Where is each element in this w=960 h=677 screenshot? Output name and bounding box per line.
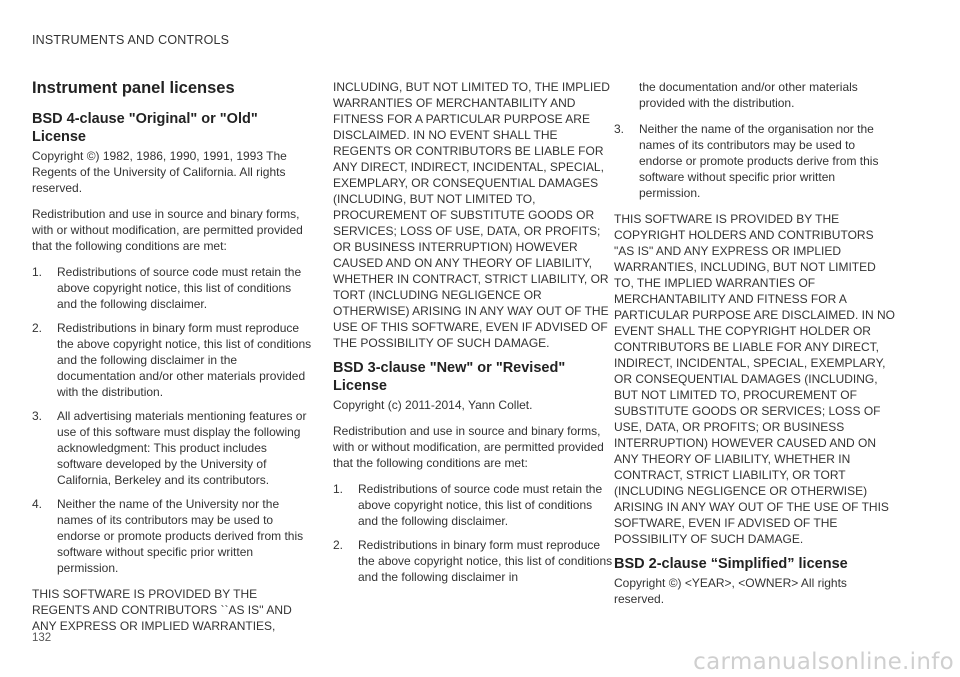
bsd4-copyright: Copyright ©) 1982, 1986, 1990, 1991, 1993 The Regents of the University of California. All rights reserved. xyxy=(32,149,287,195)
list-item-number: 3. xyxy=(614,122,625,136)
bsd3-heading: BSD 3-clause "New" or "Revised" License xyxy=(333,360,566,394)
bsd4-disclaimer-start: THIS SOFTWARE IS PROVIDED BY THE REGENTS AND CONTRIBUTORS ``AS IS'' AND ANY EXPRESS OR IMPLIED WARRANTIES, xyxy=(32,587,292,633)
bsd4-heading: BSD 4-clause "Original" or "Old" License xyxy=(32,111,258,145)
list-item xyxy=(333,537,615,585)
list-item xyxy=(32,264,314,312)
list-item-number: 2. xyxy=(333,538,344,552)
page-number: 132 xyxy=(32,632,52,644)
bsd4-intro: Redistribution and use in source and binary forms, with or without modification, are permitted provided that the following conditions are met: xyxy=(32,207,303,253)
list-item-text: Redistributions in binary form must reproduce the above copyright notice, this list of conditions and the following disclaimer in xyxy=(358,538,613,584)
watermark: carmanualsonline.info xyxy=(693,649,954,675)
bsd3-conditions-list xyxy=(333,481,615,585)
list-item-text: Neither the name of the University nor the names of its contributors may be used to endorse or promote products derived from this software without specific prior written permission. xyxy=(57,497,304,575)
list-item-text: Redistributions of source code must retain the above copyright notice, this list of conditions and the following disclaimer. xyxy=(358,482,603,528)
page-title: Instrument panel licenses xyxy=(32,79,235,97)
list-item xyxy=(32,496,314,576)
list-item xyxy=(32,320,314,400)
list-item-number: 2. xyxy=(32,321,43,335)
list-item-number: 1. xyxy=(32,265,43,279)
list-item-number: 3. xyxy=(32,409,43,423)
column-2 xyxy=(333,79,615,595)
list-item xyxy=(614,121,896,201)
bsd2-heading: BSD 2-clause “Simplified” license xyxy=(614,556,848,572)
list-item-number: 4. xyxy=(32,497,43,511)
bsd4-disclaimer-continued: INCLUDING, BUT NOT LIMITED TO, THE IMPLIED WARRANTIES OF MERCHANTABILITY AND FITNESS FOR A PARTICULAR PURPOSE ARE DISCLAIMED. IN NO EVENT SHALL THE REGENTS OR CONTRIBUTORS BE LIABLE FOR ANY DIRECT, INDIRECT, INCIDENTAL, SPECIAL, EXEMPLARY, OR CONSEQUENTIAL DAMAGES (INCLUDING, BUT NOT LIMITED TO, PROCUREMENT OF SUBSTITUTE GOODS OR SERVICES; LOSS OF USE, DATA, OR PROFITS; OR BUSINESS INTERRUPTION) HOWEVER CAUSED AND ON ANY THEORY OF LIABILITY, WHETHER IN CONTRACT, STRICT LIABILITY, OR TORT (INCLUDING NEGLIGENCE OR OTHERWISE) ARISING IN ANY WAY OUT OF THE USE OF THIS SOFTWARE, EVEN IF ADVISED OF THE POSSIBILITY OF SUCH DAMAGE. xyxy=(333,80,610,350)
bsd3-item2-continued: the documentation and/or other materials provided with the distribution. xyxy=(639,80,858,110)
list-item xyxy=(32,408,314,488)
bsd3-disclaimer: THIS SOFTWARE IS PROVIDED BY THE COPYRIGHT HOLDERS AND CONTRIBUTORS "AS IS" AND ANY EXPRESS OR IMPLIED WARRANTIES, INCLUDING, BUT NOT LIMITED TO, THE IMPLIED WARRANTIES OF MERCHANTABILITY AND FITNESS FOR A PARTICULAR PURPOSE ARE DISCLAIMED. IN NO EVENT SHALL THE COPYRIGHT HOLDER OR CONTRIBUTORS BE LIABLE FOR ANY DIRECT, INDIRECT, INCIDENTAL, SPECIAL, EXEMPLARY, OR CONSEQUENTIAL DAMAGES (INCLUDING, BUT NOT LIMITED TO, PROCUREMENT OF SUBSTITUTE GOODS OR SERVICES; LOSS OF USE, DATA, OR PROFITS; OR BUSINESS INTERRUPTION) HOWEVER CAUSED AND ON ANY THEORY OF LIABILITY, WHETHER IN CONTRACT, STRICT LIABILITY, OR TORT (INCLUDING NEGLIGENCE OR OTHERWISE) ARISING IN ANY WAY OUT OF THE USE OF THIS SOFTWARE, EVEN IF ADVISED OF THE POSSIBILITY OF SUCH DAMAGE. xyxy=(614,212,895,546)
column-1 xyxy=(32,110,314,640)
list-item-number: 1. xyxy=(333,482,344,496)
bsd3-intro: Redistribution and use in source and binary forms, with or without modification, are permitted provided that the following conditions are met: xyxy=(333,424,604,470)
column-3 xyxy=(614,79,896,617)
list-item-text: Neither the name of the organisation nor the names of its contributors may be used to endorse or promote products derive from this software without specific prior written permission. xyxy=(639,122,879,200)
bsd4-conditions-list xyxy=(32,264,314,576)
bsd3-copyright: Copyright (c) 2011-2014, Yann Collet. xyxy=(333,398,533,412)
bsd2-copyright: Copyright ©) <YEAR>, <OWNER> All rights reserved. xyxy=(614,576,847,606)
list-item-text: Redistributions of source code must retain the above copyright notice, this list of conditions and the following disclaimer. xyxy=(57,265,302,311)
bsd3-conditions-list-continued xyxy=(614,121,896,201)
list-item xyxy=(333,481,615,529)
list-item-text: Redistributions in binary form must reproduce the above copyright notice, this list of conditions and the following disclaimer in the documentation and/or other materials provided with the distribution. xyxy=(57,321,312,399)
list-item-text: All advertising materials mentioning features or use of this software must display the following acknowledgment: This product includes software developed by the University of California, Berkeley and its contributors. xyxy=(57,409,307,487)
running-head: INSTRUMENTS AND CONTROLS xyxy=(32,33,230,47)
